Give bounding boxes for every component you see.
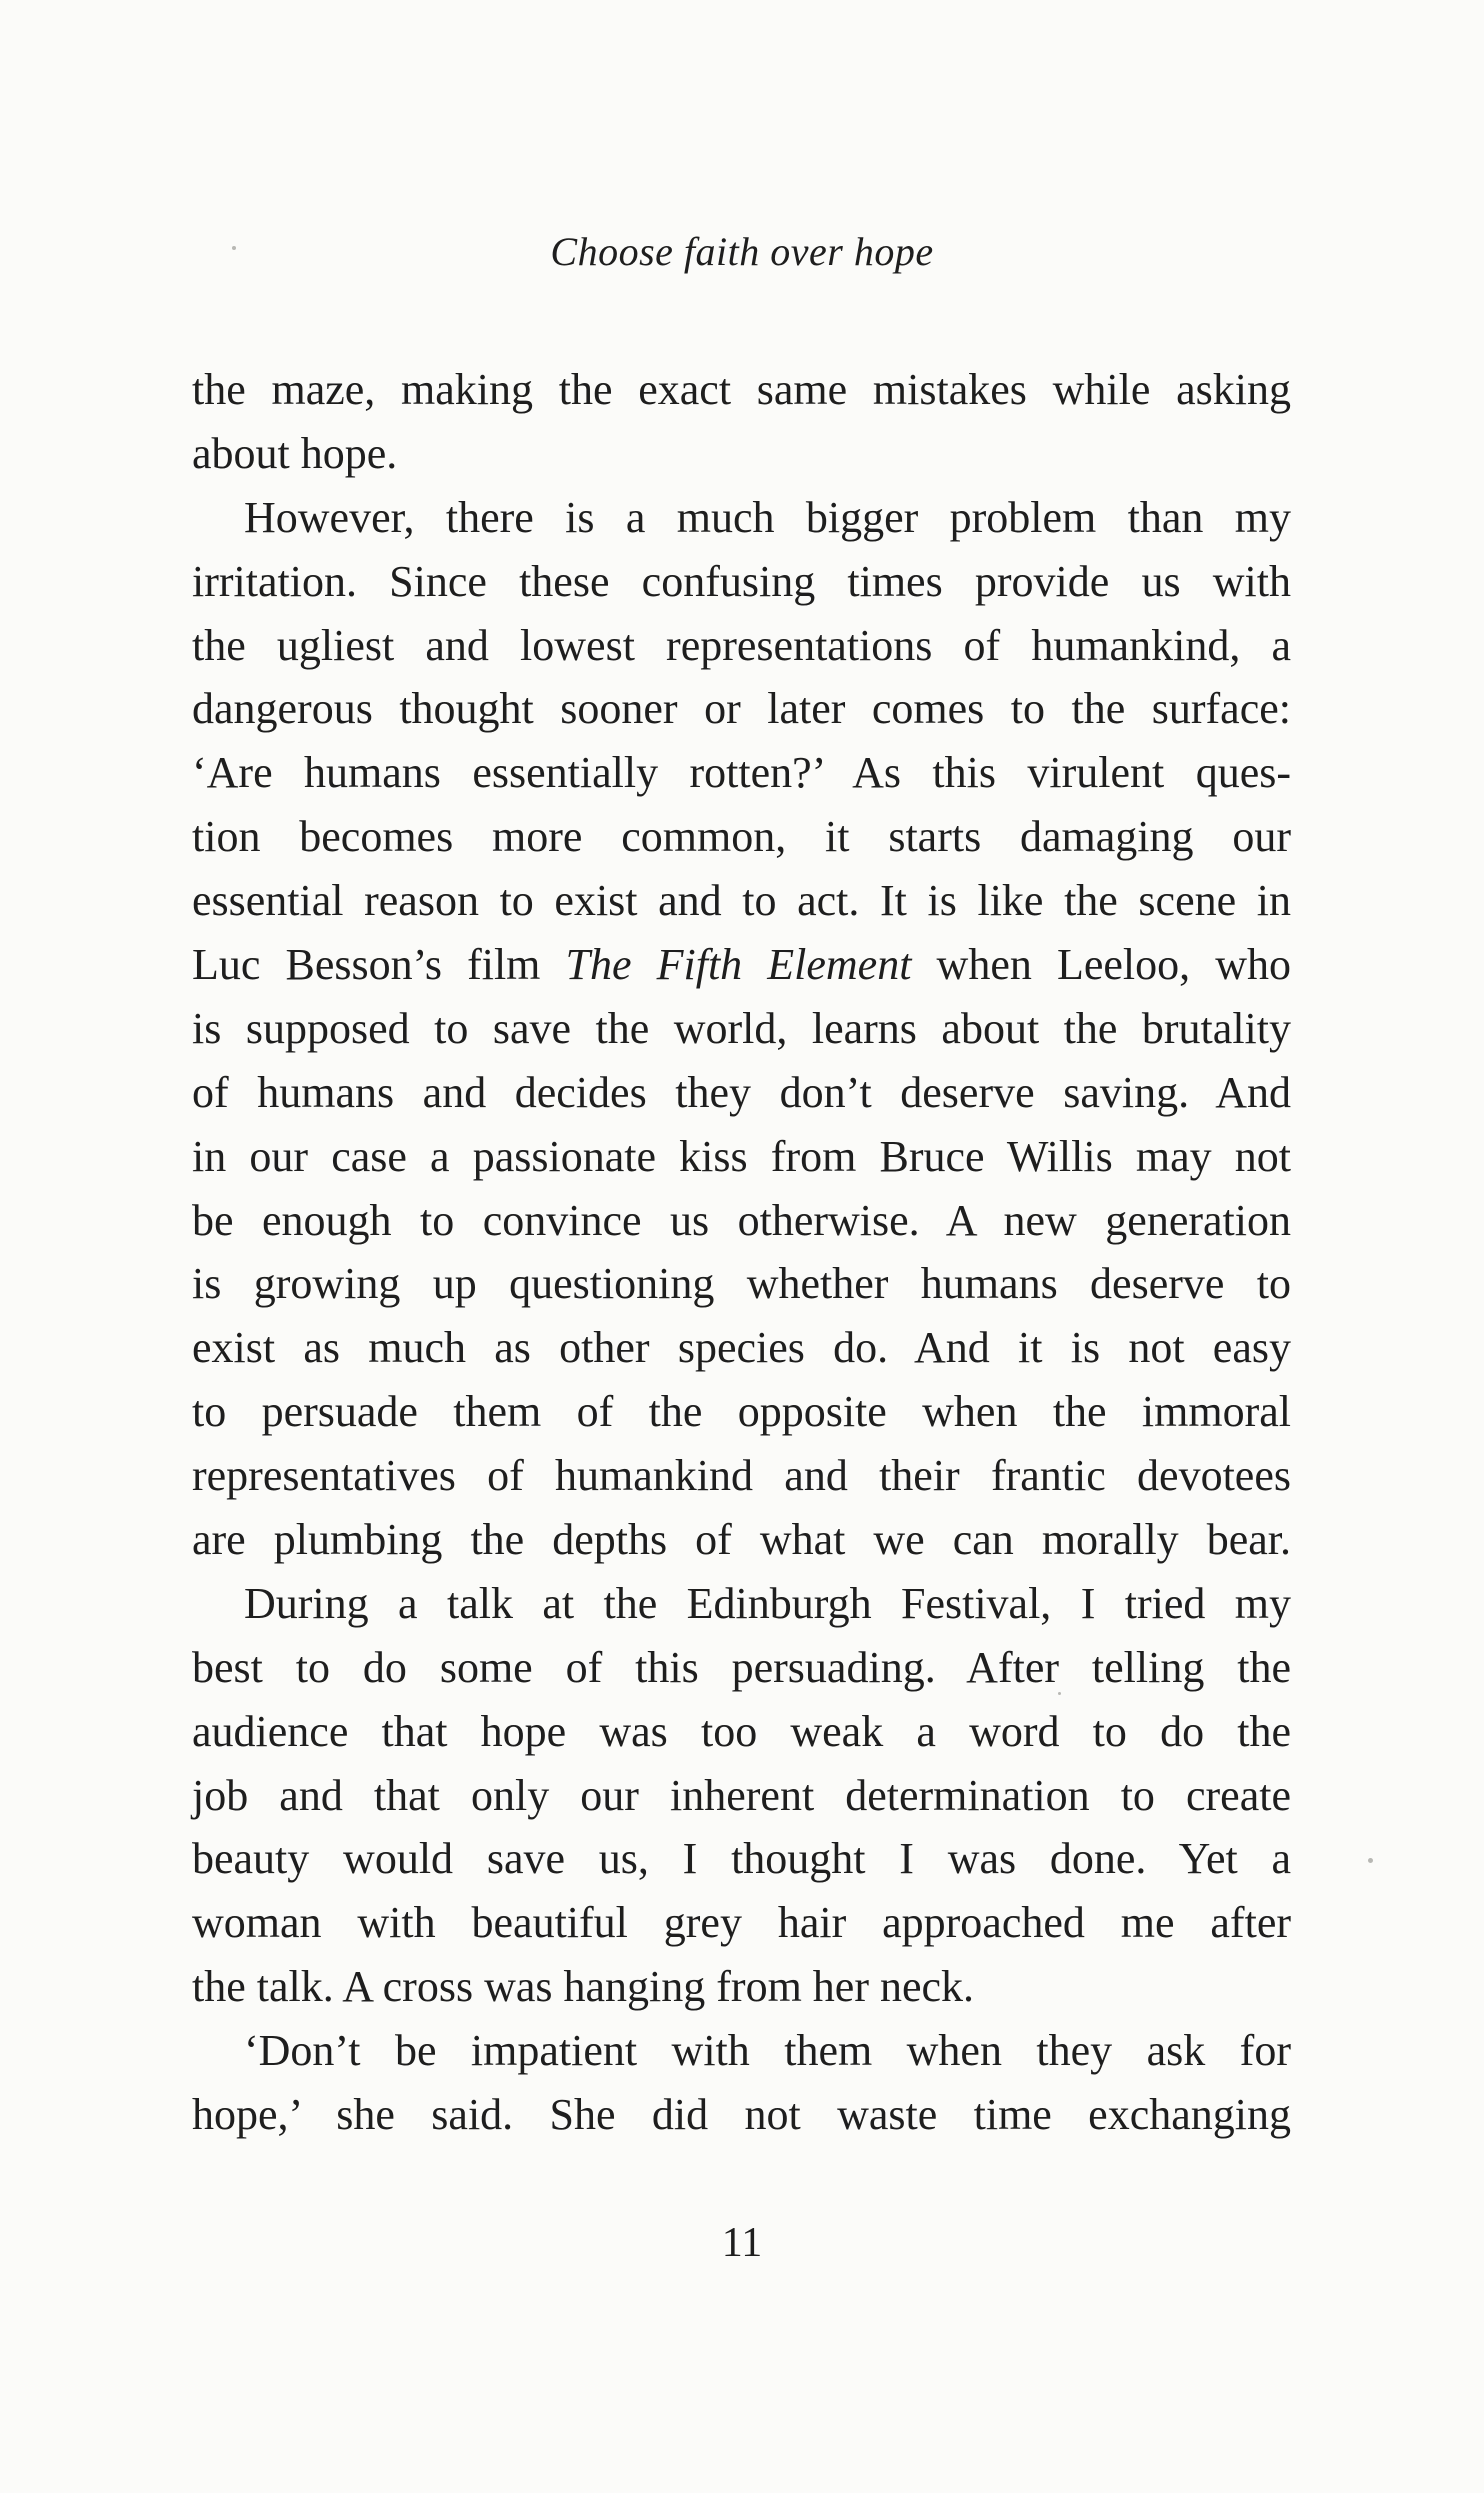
- text-line: irritation. Since these confusing times provide us with: [192, 556, 1291, 606]
- paragraph-first-line: However, there is a much bigger problem than my: [244, 492, 1291, 542]
- text-line: dangerous thought sooner or later comes to the surface:: [192, 684, 1291, 734]
- text-line: in our case a passionate kiss from Bruce Willis may not: [192, 1131, 1291, 1181]
- text-line: Luc Besson’s film The Fifth Element when Leeloo, who: [192, 940, 1291, 990]
- text-line: the talk. A cross was hanging from her neck.: [192, 1962, 975, 2012]
- running-head: Choose faith over hope: [550, 229, 934, 274]
- text-line: audience that hope was too weak a word to do the: [192, 1706, 1291, 1756]
- scan-speck: [1058, 1692, 1061, 1695]
- scan-speck: [232, 246, 236, 250]
- paragraph-first-line: During a talk at the Edinburgh Festival, I tried my: [244, 1578, 1291, 1628]
- text-line: beauty would save us, I thought I was done. Yet a: [192, 1834, 1291, 1884]
- body-text: [192, 358, 1291, 2147]
- text-line: is supposed to save the world, learns about the brutality: [192, 1003, 1291, 1053]
- paragraph-first-line: ‘Don’t be impatient with them when they ask for: [244, 2026, 1291, 2076]
- text-line: the ugliest and lowest representations of humankind, a: [192, 620, 1291, 670]
- text-line: essential reason to exist and to act. It is like the scene in: [192, 876, 1291, 926]
- text-line: the maze, making the exact same mistakes while asking: [192, 365, 1291, 414]
- text-line: job and that only our inherent determination to create: [192, 1770, 1291, 1820]
- text-line: tion becomes more common, it starts damaging our: [192, 812, 1291, 862]
- text-line: ‘Are humans essentially rotten?’ As this virulent ques-: [192, 748, 1291, 798]
- text-line: best to do some of this persuading. After telling the: [192, 1642, 1291, 1692]
- scan-speck: [1368, 1858, 1373, 1863]
- text-line: about hope.: [192, 428, 398, 478]
- text-line: woman with beautiful grey hair approached me after: [192, 1898, 1291, 1948]
- film-title: The Fifth Element: [565, 940, 912, 990]
- text-line: representatives of humankind and their frantic devotees: [192, 1451, 1291, 1501]
- text-line: is growing up questioning whether humans deserve to: [192, 1259, 1291, 1309]
- text-line: be enough to convince us otherwise. A new generation: [192, 1195, 1291, 1245]
- text-line: to persuade them of the opposite when the immoral: [192, 1387, 1291, 1437]
- text-line: of humans and decides they don’t deserve saving. And: [192, 1067, 1291, 1117]
- text-line: exist as much as other species do. And it is not easy: [192, 1323, 1291, 1373]
- text-line: hope,’ she said. She did not waste time exchanging: [192, 2090, 1291, 2140]
- page-number: 11: [721, 2220, 763, 2266]
- text-line: are plumbing the depths of what we can morally bear.: [192, 1515, 1291, 1565]
